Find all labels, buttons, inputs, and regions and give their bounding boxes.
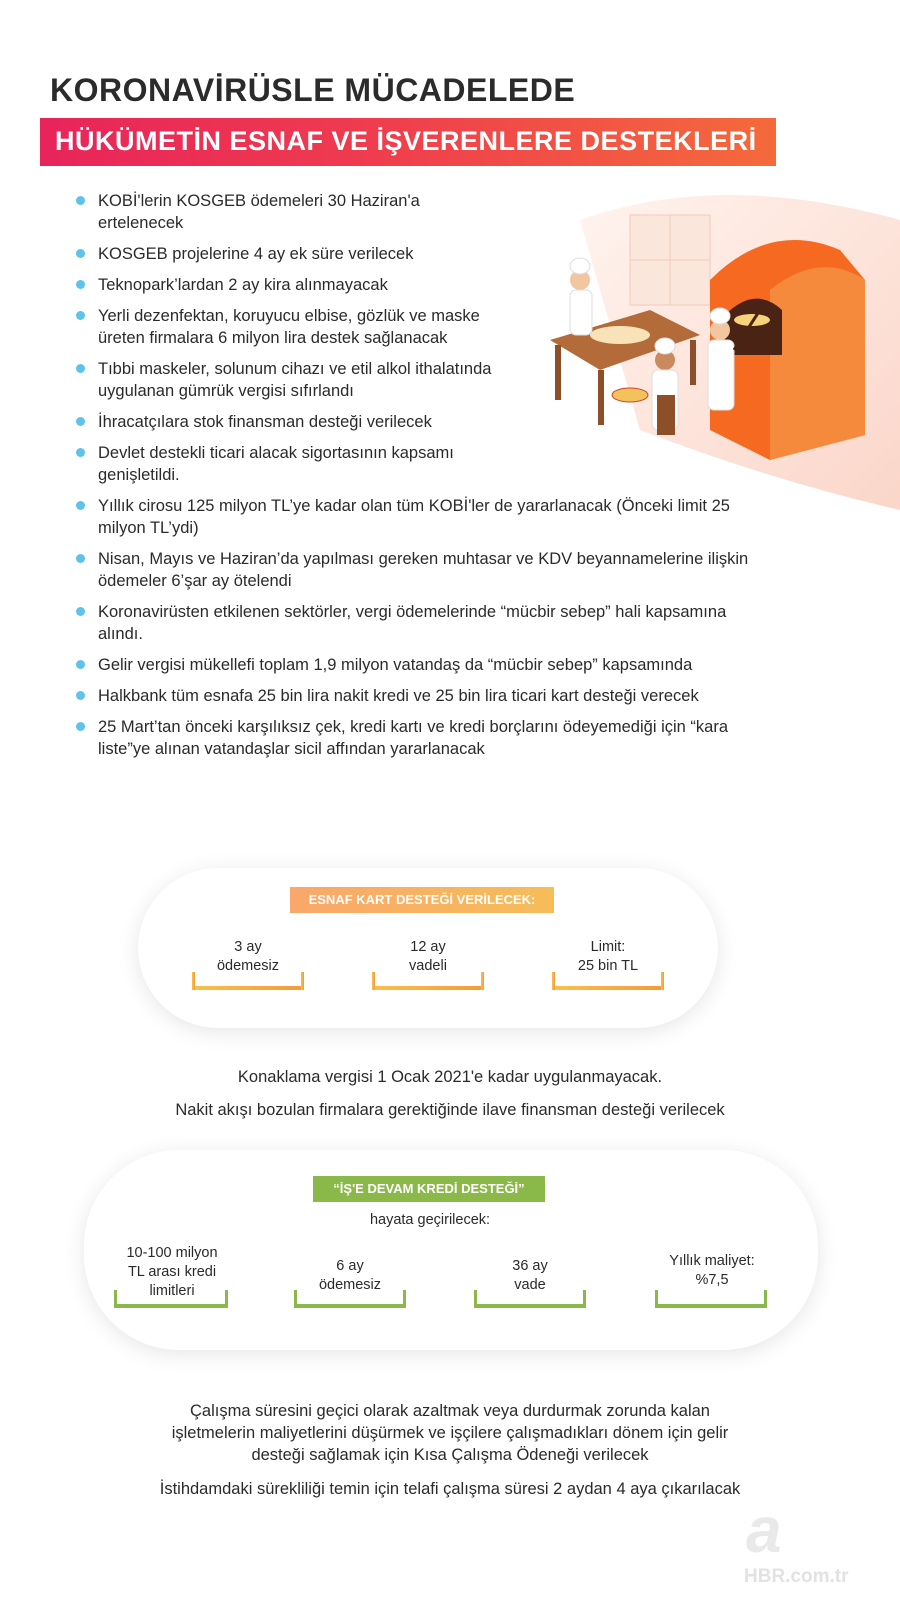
bullet-dot-icon [76, 196, 85, 205]
title-banner [40, 118, 776, 166]
bullet-dot-icon [76, 417, 85, 426]
ise-devam-item: 36 ay vade [512, 1258, 548, 1293]
istihdam-text: İstihdamdaki sürekliliği temin için telafi çalışma süresi 2 aydan 4 aya çıkarılacak [159, 1480, 741, 1498]
list-item: Halkbank tüm esnafa 25 bin lira nakit kredi ve 25 bin lira ticari kart desteği verecek [72, 685, 758, 707]
item-underline [114, 1304, 228, 1308]
item-underline [372, 986, 484, 990]
bullet-dot-icon [76, 311, 85, 320]
list-item: Yerli dezenfektan, koruyucu elbise, gözlük ve maske üreten firmalara 6 milyon lira destek sağlanacak [72, 305, 758, 349]
list-item: Devlet destekli ticari alacak sigortasının kapsamı genişletildi. [72, 442, 758, 486]
bullet-dot-icon [76, 501, 85, 510]
list-item: Yıllık cirosu 125 milyon TL’ye kadar olan tüm KOBİ'ler de yararlanacak (Önceki limit 25 milyon TL’ydi) [72, 495, 758, 539]
list-item: İhracatçılara stok finansman desteği verilecek [72, 411, 758, 433]
ise-devam-item: 6 ay ödemesiz [318, 1258, 382, 1293]
list-item: Gelir vergisi mükellefi toplam 1,9 milyon vatandaş da “mücbir sebep” kapsamında [72, 654, 758, 676]
esnaf-kart-item: 3 ay ödemesiz [216, 939, 280, 974]
nakit-text: Nakit akışı bozulan firmalara gerektiğinde ilave finansman desteği verilecek [175, 1101, 725, 1119]
konaklama-text: Konaklama vergisi 1 Ocak 2021'e kadar uygulanmayacak. [237, 1068, 663, 1086]
hbr-logo-mark [738, 1490, 898, 1590]
banner-title: HÜKÜMETİN ESNAF VE İŞVERENLERE DESTEKLERİ [55, 126, 757, 156]
bullet-dot-icon [76, 448, 85, 457]
list-item: KOSGEB projelerine 4 ay ek süre verilecek [72, 243, 758, 265]
item-underline [552, 986, 664, 990]
kisa-calisma-text-line2: işletmelerin maliyetlerini düşürmek ve işçilere çalışmadıkları dönem için gelir [171, 1424, 729, 1442]
kisa-calisma-text-line1: Çalışma süresini geçici olarak azaltmak veya durdurmak zorunda kalan [190, 1402, 710, 1420]
esnaf-kart-label: ESNAF KART DESTEĞİ VERİLECEK: [290, 887, 554, 913]
support-list [72, 190, 758, 769]
ise-devam-item: Yıllık maliyet: %7,5 [669, 1253, 755, 1288]
item-underline [474, 1304, 586, 1308]
ise-devam-subtitle: hayata geçirilecek: [369, 1212, 491, 1228]
list-item: 25 Mart’tan önceki karşılıksız çek, kredi kartı ve kredi borçlarını ödeyemediği için “kara liste”ye alınan vatandaşlar sicil affından yararlanacak [72, 716, 758, 760]
list-item: KOBİ'lerin KOSGEB ödemeleri 30 Haziran'a ertelenecek [72, 190, 758, 234]
ise-devam-item: 10-100 milyon TL arası kredi limitleri [126, 1245, 218, 1299]
item-underline [294, 1304, 406, 1308]
bullet-dot-icon [76, 249, 85, 258]
list-item: Teknopark’lardan 2 ay kira alınmayacak [72, 274, 758, 296]
list-item: Nisan, Mayıs ve Haziran’da yapılması gereken muhtasar ve KDV beyannamelerine ilişkin ödemeler 6’şar ay ötelendi [72, 548, 758, 592]
logo-site: HBR.com.tr [744, 1566, 849, 1587]
logo-letter: a [746, 1494, 782, 1566]
kisa-calisma-text-line3: desteği sağlamak için Kısa Çalışma Ödeneği verilecek [251, 1446, 649, 1464]
bullet-dot-icon [76, 691, 85, 700]
bullet-dot-icon [76, 722, 85, 731]
bullet-dot-icon [76, 364, 85, 373]
esnaf-kart-item: 12 ay vadeli [409, 939, 447, 974]
list-item: Tıbbi maskeler, solunum cihazı ve etil alkol ithalatında uygulanan gümrük vergisi sıfırlandı [72, 358, 758, 402]
list-item: Koronavirüsten etkilenen sektörler, vergi ödemelerinde “mücbir sebep” hali kapsamına alındı. [72, 601, 758, 645]
bullet-dot-icon [76, 607, 85, 616]
bullet-dot-icon [76, 554, 85, 563]
item-underline [192, 986, 304, 990]
item-underline [655, 1304, 767, 1308]
esnaf-kart-item: Limit: 25 bin TL [577, 939, 639, 974]
bullet-dot-icon [76, 660, 85, 669]
bullet-dot-icon [76, 280, 85, 289]
hbr-logo [738, 1490, 898, 1590]
page-title: KORONAVİRÜSLE MÜCADELEDE [50, 72, 576, 108]
ise-devam-label: “İŞ'E DEVAM KREDİ DESTEĞİ” [313, 1176, 545, 1202]
